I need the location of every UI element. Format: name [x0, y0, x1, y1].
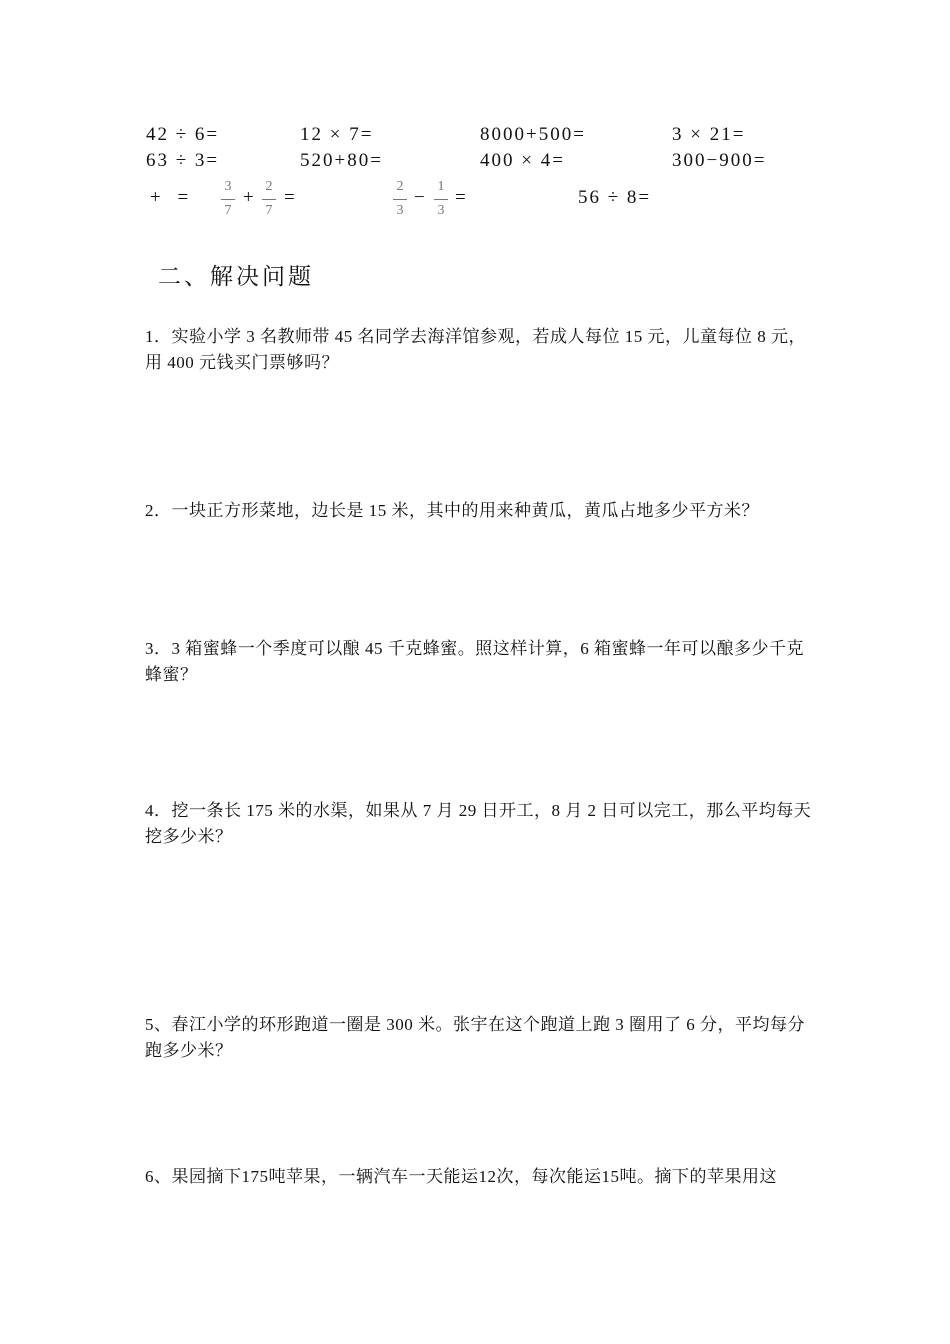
fraction-2-3 [393, 178, 407, 220]
plus-sign: + [243, 187, 254, 208]
question-3: 3．3 箱蜜蜂一个季度可以酿 45 千克蜂蜜。照这样计算，6 箱蜜蜂一年可以酿多少千克蜂蜜？ [145, 639, 804, 684]
question-5: 5、春江小学的环形跑道一圈是 300 米。张宇在这个跑道上跑 3 圈用了 6 分，平均每分跑多少米？ [145, 1015, 805, 1060]
minus-sign: − [414, 187, 425, 208]
fraction-bar [262, 199, 276, 200]
fraction-denominator: 7 [224, 203, 232, 218]
fraction-numerator: 2 [265, 179, 273, 194]
calc-item: 3 × 21= [672, 124, 746, 145]
calc-item: 42 ÷ 6= [146, 124, 220, 145]
fraction-bar [393, 199, 407, 200]
fraction-bar [434, 199, 448, 200]
fraction-denominator: 7 [265, 203, 273, 218]
fraction-row [0, 178, 950, 224]
calc-item: + = [150, 187, 195, 208]
question-4: 4．挖一条长 175 米的水渠，如果从 7 月 29 日开工，8 月 2 日可以完工，那么平均每天挖多少米？ [145, 801, 812, 846]
fraction-3-7 [221, 178, 235, 220]
fraction-bar [221, 199, 235, 200]
calc-item: 12 × 7= [300, 124, 374, 145]
equals-sign: = [455, 187, 466, 208]
fraction-numerator: 1 [437, 179, 445, 194]
equals-sign: = [284, 187, 295, 208]
fraction-2-7 [262, 178, 276, 220]
calc-item: 520+80= [300, 150, 383, 171]
question-2: 2．一块正方形菜地，边长是 15 米，其中的用来种黄瓜，黄瓜占地多少平方米？ [145, 501, 759, 520]
fraction-numerator: 3 [224, 179, 232, 194]
question-1: 1．实验小学 3 名教师带 45 名同学去海洋馆参观，若成人每位 15 元，儿童每位 8 元，用 400 元钱买门票够吗？ [145, 327, 806, 372]
fraction-denominator: 3 [396, 203, 404, 218]
calc-item: 300−900= [672, 150, 767, 171]
calc-item: 400 × 4= [480, 150, 565, 171]
fraction-denominator: 3 [437, 203, 445, 218]
fraction-numerator: 2 [396, 179, 404, 194]
calc-item: 8000+500= [480, 124, 586, 145]
calc-item: 63 ÷ 3= [146, 150, 220, 171]
calc-item: 56 ÷ 8= [578, 187, 652, 208]
question-6: 6、果园摘下175吨苹果，一辆汽车一天能运12次，每次能运15吨。摘下的苹果用这 [145, 1167, 777, 1186]
section-title: 二、解决问题 [158, 264, 314, 290]
fraction-1-3 [434, 178, 448, 220]
